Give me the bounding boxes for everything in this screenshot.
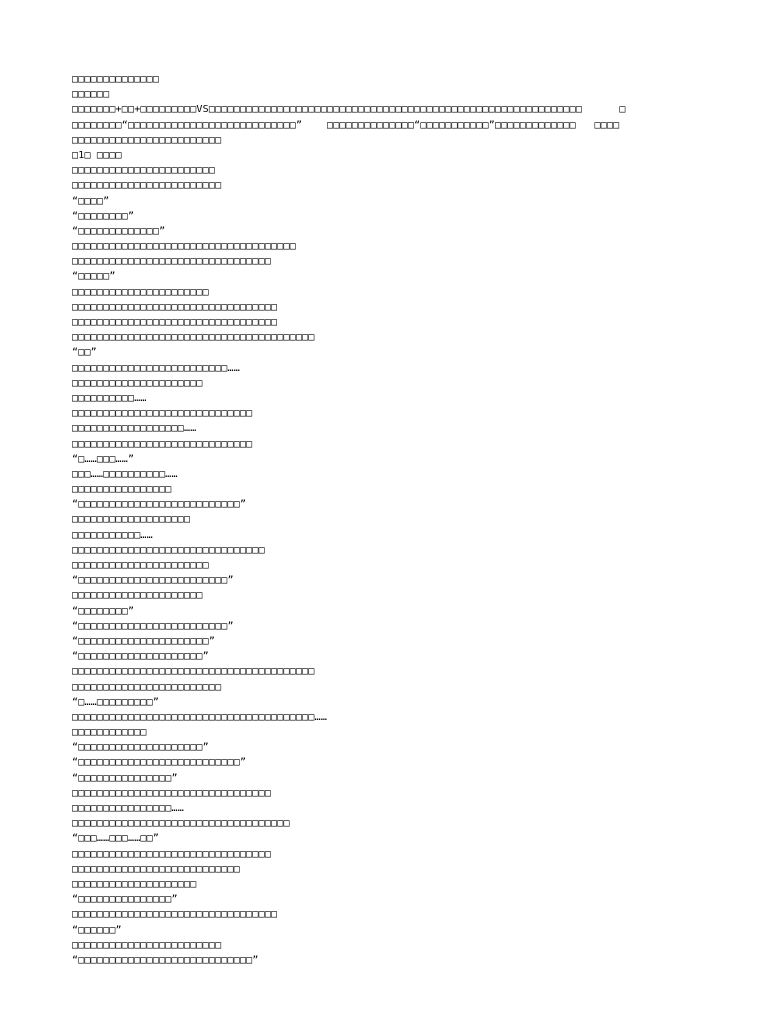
- text-line: “□□□□□□□□□□□□□□□□□□□□”: [72, 651, 209, 663]
- text-line: □□□□□□□□□□□□□□□□□□□□□□□: [72, 165, 216, 177]
- text-line: □□□□□□□□□□□□□□□□□□□□□□: [72, 560, 209, 571]
- text-line: □□□□□□□□□□□□□□□□□□□□□□: [72, 286, 209, 298]
- text-line: □□□□□□□□□□□□□□□□□□□□□□□□□□□□□□□: [72, 544, 265, 556]
- text-line: □□□□□□□□□□□□□□□□□□□□□□□□: [72, 180, 222, 192]
- text-line: □□□□□□□□□□□□□□□□□□□□□□□□□□□□□□□□: [72, 256, 272, 268]
- text-line: “□□□□□□□□□□□□□□□□□□□□□□□□”: [72, 575, 234, 587]
- text-line: □□□□□□□□□□□□□□□□□□□□□□□□□□□□□□□□□□□□□□□: [72, 332, 315, 344]
- text-line: □□□□□□□□□□□□□□□□□□□□: [72, 878, 197, 890]
- text-line: □□□□□□□□□□□□□□□□□□□□□□□□□□□□□□□□□□□□□□□……: [72, 711, 328, 723]
- text-line: □□□□□□□□□□□□□□□□□□□□□□□□□□□□□: [72, 438, 253, 450]
- text-line: □□□□□□□□□□……: [72, 392, 147, 404]
- text-line: □□□□□□□+□□+□□□□□□□□□VS□□□□□□□□□□□□□□□□□□□□□□□□□□□□□□□□□□□□□□□□□□□□□□□□□□□□□□□□□□□□ □: [72, 104, 626, 116]
- text-line: “□□□□□□□□”: [72, 210, 135, 222]
- text-line: □□□□□□□□□□□□□□□□□□□□□□□□□□□□□□□□: [72, 848, 272, 860]
- text-line: □□□□□□□□□□□□□□□□□□……: [72, 423, 197, 435]
- text-line: □□□□□□□□□□□□□□□□□□□□□□□□□□□□□□□□□□□□□□□: [72, 666, 315, 678]
- text-line: □□□□□□□□□□□□□□□□□□□□□: [72, 590, 203, 602]
- text-line: “□□□□□□□□”: [72, 605, 135, 617]
- text-line: □□□□□□□□□□□□□□□□□□□□□□□□□□□□□: [72, 408, 253, 420]
- text-line: “□□□……□□□……□□”: [72, 833, 160, 845]
- text-line: □□□□□□□□□□□□□□□□□□□□□□□□□……: [72, 362, 240, 374]
- text-line: “□□□□□”: [72, 271, 116, 283]
- text-line: □□□□□□□□□□□□□□□□□□□□□□□□□□□□□□□□□□□□: [72, 241, 296, 253]
- text-line: □□□□□□□□□□□□□□□□□□□□□□□□□□□: [72, 863, 240, 875]
- text-line: □□□□□□□□□□□□□□□□: [72, 484, 172, 496]
- text-line: □□□□□□□□“□□□□□□□□□□□□□□□□□□□□□□□□□□□” □□□□□□□□□□□□□□“□□□□□□□□□□□”□□□□□□□□□□□□□ □□□□: [72, 119, 620, 131]
- text-line: □□□□□□□□□□□……: [72, 529, 153, 541]
- document-body: [72, 72, 712, 968]
- text-line: “□……□□□□□□□□□”: [72, 696, 160, 708]
- text-line: “□□□□□□□□□□□□□”: [72, 225, 166, 237]
- text-line: □□□□□□□□□□□□□□□□□□□□□: [72, 377, 203, 389]
- text-line: □□□□□□□□□□□□□□□□□□□□□□□□□□□□□□□□□: [72, 909, 278, 921]
- text-line: “□……□□□……”: [72, 453, 135, 465]
- text-line: □□□□□□□□□□□□: [72, 727, 147, 739]
- text-line: □□□……□□□□□□□□□□……: [72, 468, 178, 480]
- text-line: “□□□□□□□□□□□□□□□”: [72, 772, 178, 784]
- text-line: □□□□□□□□□□□□□□□□□□□□□□□□□□□□□□□□□: [72, 301, 278, 313]
- text-line: □□□□□□□□□□□□□□□□……: [72, 803, 184, 814]
- text-line: “□□”: [72, 347, 97, 359]
- text-line: “□□□□□□□□□□□□□□□□□□□□□”: [72, 635, 216, 647]
- text-line: “□□□□□□□□□□□□□□□□□□□□□□□□□□□□”: [72, 954, 259, 966]
- text-line: □□□□□□□□□□□□□□□□□□□□□□□□□□□□□□□□: [72, 787, 272, 799]
- text-line: □□□□□□□□□□□□□□□□□□□□□□□□□□□□□□□□□: [72, 317, 278, 328]
- text-line: □□□□□□□□□□□□□□□□□□□□□□□□: [72, 939, 222, 951]
- text-line: “□□□□□□□□□□□□□□□□□□□□□□□□□□”: [72, 499, 247, 511]
- text-line: “□□□□□□□□□□□□□□□□□□□□”: [72, 742, 209, 754]
- text-line: □□□□□□□□□□□□□□: [72, 74, 160, 85]
- text-line: “□□□□□□□□□□□□□□□□□□□□□□□□□□”: [72, 757, 247, 769]
- text-line: □□□□□□□□□□□□□□□□□□□□□□□□: [72, 681, 222, 693]
- text-line: □□□□□□: [72, 89, 110, 101]
- text-line: □1□ □□□□: [72, 149, 122, 161]
- text-line: “□□□□□□□□□□□□□□□□□□□□□□□□”: [72, 620, 234, 632]
- text-line: □□□□□□□□□□□□□□□□□□□□□□□□: [72, 134, 222, 146]
- text-line: □□□□□□□□□□□□□□□□□□□□□□□□□□□□□□□□□□□: [72, 818, 290, 830]
- text-line: “□□□□□□”: [72, 924, 122, 936]
- text-line: □□□□□□□□□□□□□□□□□□□: [72, 514, 191, 526]
- text-line: “□□□□”: [72, 195, 110, 207]
- text-line: “□□□□□□□□□□□□□□□”: [72, 894, 178, 906]
